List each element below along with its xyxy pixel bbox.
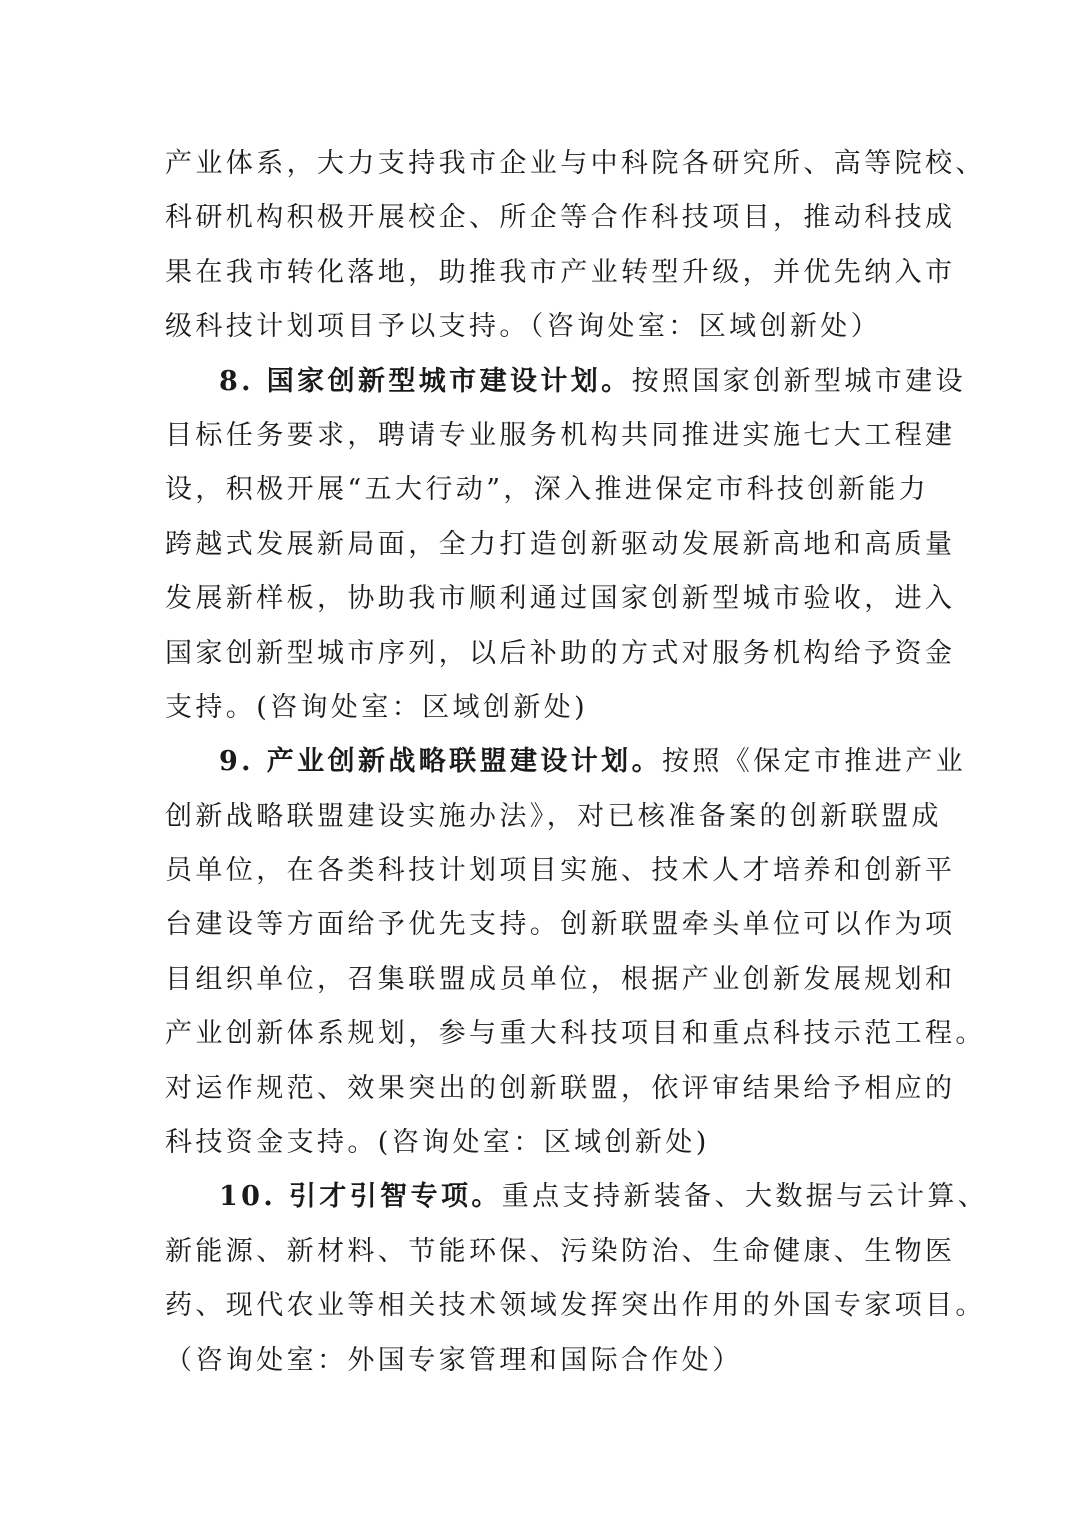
text-line: 台建设等方面给予优先支持。创新联盟牵头单位可以作为项 [165,909,956,941]
item-heading: 10. 引才引智专项。 [219,1181,502,1213]
text-line: 目标任务要求，聘请专业服务机构共同推进实施七大工程建 [165,419,956,451]
item-heading-text: 9. 产业创新战略联盟建设计划。按照《保定市推进产业 [219,746,966,778]
text-line: 国家创新型城市序列，以后补助的方式对服务机构给予资金 [165,637,956,669]
document-page [165,137,989,1388]
item-heading: 8. 国家创新型城市建设计划。 [219,365,632,397]
paragraph-intro-continued [165,137,986,355]
text-line: 支持。(咨询处室：区域创新处) [165,691,589,723]
paragraph-item-10 [165,1170,989,1388]
text-line: 级科技计划项目予以支持。（咨询处室：区域创新处） [165,311,882,343]
text-line: 新能源、新材料、节能环保、污染防治、生命健康、生物医 [165,1235,956,1267]
text-line: 科技资金支持。(咨询处室：区域创新处) [165,1127,710,1159]
item-heading-text: 8. 国家创新型城市建设计划。按照国家创新型城市建设 [219,365,966,397]
text-line: 药、现代农业等相关技术领域发挥突出作用的外国专家项目。 [165,1290,986,1322]
text-line: 果在我市转化落地，助推我市产业转型升级，并优先纳入市 [165,256,956,288]
text-line: 产业创新体系规划，参与重大科技项目和重点科技示范工程。 [165,1018,986,1050]
text-line: 跨越式发展新局面，全力打造创新驱动发展新高地和高质量 [165,528,956,560]
item-heading-line [165,1170,989,1224]
paragraph-item-8 [165,355,966,736]
item-heading-text: 10. 引才引智专项。重点支持新装备、大数据与云计算、 [219,1181,989,1213]
text-line: 目组织单位，召集联盟成员单位，根据产业创新发展规划和 [165,963,956,995]
text-line: 对运作规范、效果突出的创新联盟，依评审结果给予相应的 [165,1072,956,1104]
item-heading-line [165,355,966,409]
item-heading: 9. 产业创新战略联盟建设计划。 [219,746,662,778]
text-line: 设，积极开展“五大行动”，深入推进保定市科技创新能力 [165,474,930,506]
text-line: 创新战略联盟建设实施办法》，对已核准备案的创新联盟成 [165,800,942,832]
text-line: 发展新样板，协助我市顺利通过国家创新型城市验收，进入 [165,583,956,615]
paragraph-item-9 [165,735,986,1170]
text-line: （咨询处室：外国专家管理和国际合作处） [165,1344,743,1376]
text-line: 员单位，在各类科技计划项目实施、技术人才培养和创新平 [165,855,956,887]
item-heading-line [165,735,966,789]
text-line: 科研机构积极开展校企、所企等合作科技项目，推动科技成 [165,202,956,234]
text-line: 产业体系，大力支持我市企业与中科院各研究所、高等院校、 [165,148,986,179]
